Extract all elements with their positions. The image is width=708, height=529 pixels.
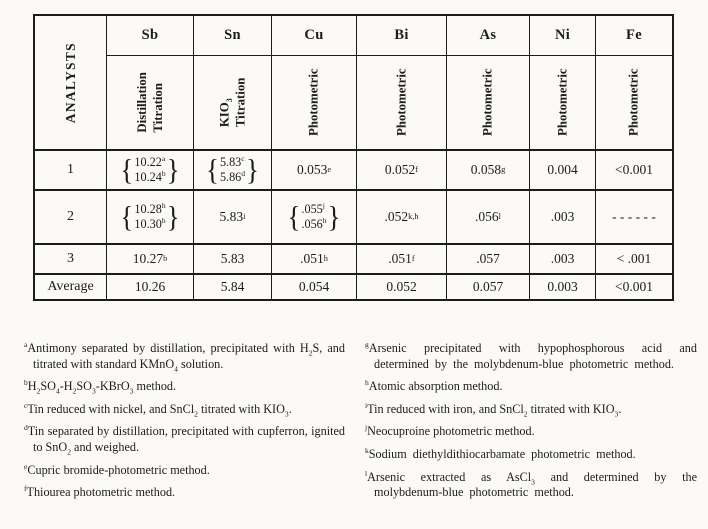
cell-avg-as: 0.057 (446, 273, 529, 299)
analyst-cell-2: 2 (35, 189, 106, 243)
footnotes-section (24, 341, 697, 508)
left-brace: { (120, 200, 134, 233)
cell-r2-cu (271, 189, 356, 243)
left-brace: { (205, 153, 219, 186)
value: .055$^j$ (301, 200, 325, 216)
cell-avg-fe: <0.001 (595, 273, 672, 299)
symbol-bi: Bi (394, 27, 409, 43)
footnote-a: $^a$Antimony separated by distillation, precipitated with $H_2S$, and titrated with standard KMnO$_4$ solution. (24, 339, 345, 374)
footnote-b: $^bH_2SO_4-H_2SO_3-KBrO_3$ method. (24, 378, 177, 396)
cell-r2-fe: - - - - - - (595, 189, 672, 243)
cell-avg-ni: 0.003 (529, 273, 595, 299)
left-brace: { (287, 200, 301, 233)
method-label-ni: Photometric (555, 68, 570, 137)
footnote-h: $^h$Atomic absorption method. (365, 378, 503, 394)
method-cell-ni (529, 55, 595, 149)
column-header-fe (595, 16, 672, 55)
analyst-cell-average: Average (35, 273, 106, 299)
cell-r2-as: .056 l (446, 189, 529, 243)
value: 10.30$^h$ (134, 215, 166, 231)
cell-r1-sn (193, 149, 271, 189)
value: 10.28$^h$ (134, 200, 166, 216)
symbol-sb: Sb (141, 27, 159, 43)
cell-r1-sb (106, 149, 193, 189)
analyst-cell-1: 1 (35, 149, 106, 189)
cell-r3-ni: .003 (529, 243, 595, 273)
method-cell-as (446, 55, 529, 149)
analysts-header-cell (35, 16, 106, 149)
footnote-c: $^c$Tin reduced with nickel, and SnCl$_2$ titrated with $KIO_3$. (24, 400, 292, 419)
footnote-g: $^g$Arsenic precipitated with hypophosphorous acid and determined by the molybdenum-blue photometric method. (365, 339, 697, 371)
value: 10.22$^a$ (134, 153, 166, 169)
cell-r2-ni: .003 (529, 189, 595, 243)
cell-r3-as: .057 (446, 243, 529, 273)
method-label-sb: Distillation Titration (134, 72, 165, 133)
cell-r1-ni: 0.004 (529, 149, 595, 189)
cell-r3-sn: 5.83 (193, 243, 271, 273)
left-brace: { (120, 153, 134, 186)
symbol-ni: Ni (554, 27, 571, 43)
cell-r3-sb: 10.27 b (106, 243, 193, 273)
analyst-cell-3: 3 (35, 243, 106, 273)
footnote-f: $^f$Thiourea photometric method. (24, 484, 176, 500)
analysts-label: ANALYSTS (62, 41, 78, 124)
value: 5.83$^c$ (219, 153, 245, 169)
cell-r2-sn: 5.83 i (193, 189, 271, 243)
column-header-sn (193, 16, 271, 55)
cell-r1-as: 0.058 g (446, 149, 529, 189)
column-header-cu (271, 16, 356, 55)
method-label-fe: Photometric (626, 68, 641, 137)
right-brace: } (327, 200, 341, 233)
symbol-cu: Cu (304, 27, 324, 43)
right-brace: } (166, 200, 180, 233)
method-label-bi: Photometric (394, 68, 409, 137)
method-label-cu: Photometric (306, 68, 321, 137)
cell-r1-bi: 0.052 f (356, 149, 446, 189)
symbol-as: As (479, 27, 497, 43)
value: .056$^h$ (301, 215, 327, 231)
method-cell-cu (271, 55, 356, 149)
cell-r3-cu: .051 h (271, 243, 356, 273)
cell-r1-cu: 0.053 e (271, 149, 356, 189)
method-cell-sn (193, 55, 271, 149)
method-cell-sb (106, 55, 193, 149)
symbol-sn: Sn (224, 27, 241, 43)
footnotes-right-column (365, 341, 697, 508)
footnote-j: $^j$Neocuproine photometric method. (365, 423, 535, 439)
method-label-as: Photometric (480, 68, 495, 137)
method-cell-bi (356, 55, 446, 149)
footnotes-left-column (24, 341, 345, 508)
footnote-d: $^d$Tin separated by distillation, precipitated with cupferron, ignited to SnO$_2$ and weighed. (24, 423, 345, 457)
value: 5.86$^d$ (219, 168, 246, 184)
cell-r1-fe: <0.001 (595, 149, 672, 189)
cell-r3-bi: .051 f (356, 243, 446, 273)
footnote-e: $^e$Cupric bromide-photometric method. (24, 461, 210, 477)
symbol-fe: Fe (626, 27, 642, 43)
value: 10.24$^b$ (134, 168, 166, 184)
column-header-bi (356, 16, 446, 55)
cell-avg-sn: 5.84 (193, 273, 271, 299)
right-brace: } (246, 153, 260, 186)
footnote-k: $^k$Sodium diethyldithiocarbamate photometric method. (365, 445, 636, 462)
cell-r3-fe: < .001 (595, 243, 672, 273)
analysis-results-table (33, 14, 674, 301)
cell-avg-cu: 0.054 (271, 273, 356, 299)
cell-r2-bi: .052 k,h (356, 189, 446, 243)
footnote-l: $^l$Arsenic extracted as AsCl$_3$ and determined by the molybdenum-blue photometric method. (365, 468, 697, 500)
method-cell-fe (595, 55, 672, 149)
method-label-sn: $KIO_3$ Titration (217, 77, 248, 128)
cell-r2-sb (106, 189, 193, 243)
right-brace: } (166, 153, 180, 186)
column-header-ni (529, 16, 595, 55)
cell-avg-bi: 0.052 (356, 273, 446, 299)
footnote-i: $^i$Tin reduced with iron, and SnCl$_2$ titrated with $KIO_3$. (365, 400, 622, 419)
cell-avg-sb: 10.26 (106, 273, 193, 299)
column-header-as (446, 16, 529, 55)
column-header-sb (106, 16, 193, 55)
